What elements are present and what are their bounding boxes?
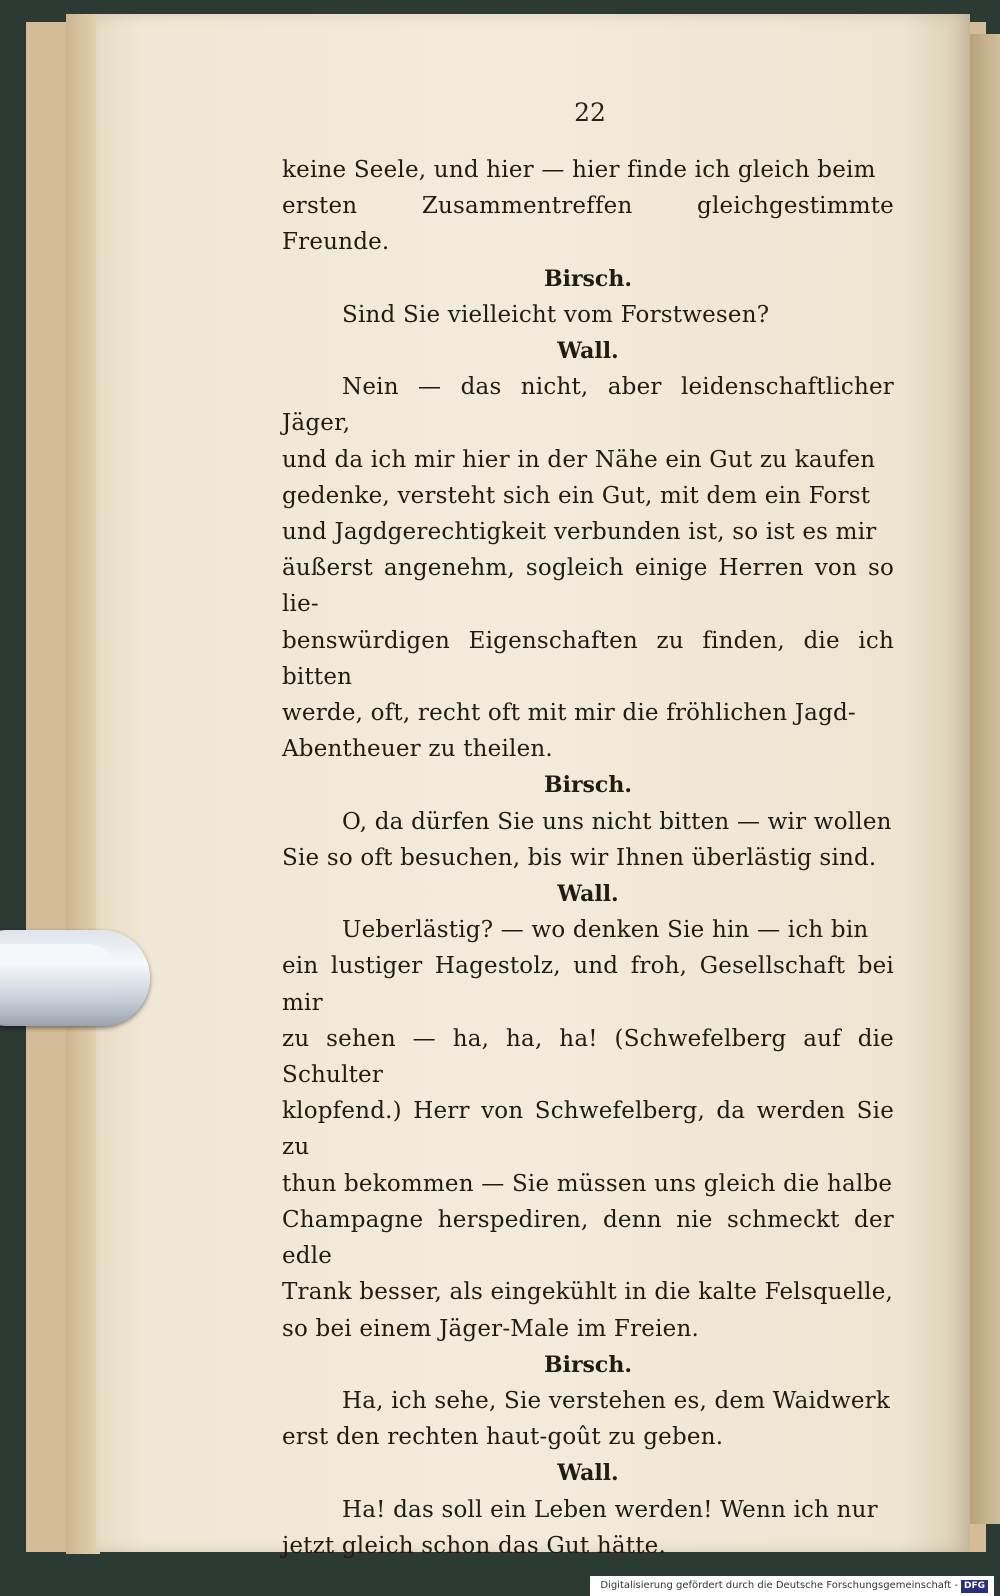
page-text xyxy=(282,152,894,1564)
page-edge xyxy=(66,14,100,1554)
dfg-logo: DFG xyxy=(961,1580,988,1593)
text-line: Champagne herspediren, denn nie schmeckt der edle xyxy=(282,1206,894,1270)
speaker-name: Wall. xyxy=(557,1460,619,1487)
text-line: Sind Sie vielleicht vom Forstwesen? xyxy=(342,301,770,328)
text-line: äußerst angenehm, sogleich einige Herren von so lie- xyxy=(282,555,894,618)
text-line: Abentheuer zu theilen. xyxy=(282,736,553,763)
text-line: und da ich mir hier in der Nähe ein Gut zu kaufen xyxy=(282,446,876,473)
footer-text: Digitalisierung gefördert durch die Deutsche Forschungsgemeinschaft - xyxy=(600,1580,958,1591)
speaker-name: Birsch. xyxy=(544,1351,632,1378)
text-line: jetzt gleich schon das Gut hätte. xyxy=(282,1532,666,1559)
text-line: Ha, ich sehe, Sie verstehen es, dem Waidwerk xyxy=(342,1387,891,1414)
page-clip xyxy=(0,930,150,1026)
speaker-name: Birsch. xyxy=(544,265,632,292)
text-line: ein lustiger Hagestolz, und froh, Gesellschaft bei mir xyxy=(282,953,894,1016)
text-line: thun bekommen — Sie müssen uns gleich die halbe xyxy=(282,1170,893,1197)
text-line: keine Seele, und hier — hier finde ich gleich beim xyxy=(282,157,876,183)
text-line: Nein — das nicht, aber leidenschaftlicher Jäger, xyxy=(282,374,894,437)
text-line: und Jagdgerechtigkeit verbunden ist, so ist es mir xyxy=(282,519,877,546)
speaker-name: Birsch. xyxy=(544,772,632,799)
speaker-name: Wall. xyxy=(557,881,619,908)
footer-credit xyxy=(590,1576,994,1596)
text-line: Ha! das soll ein Leben werden! Wenn ich nur xyxy=(342,1496,878,1523)
text-line: zu sehen — ha, ha, ha! (Schwefelberg auf die Schulter xyxy=(282,1025,894,1089)
page-clip-highlight xyxy=(0,944,120,1010)
text-line: Ueberlästig? — wo denken Sie hin — ich bin xyxy=(342,917,869,944)
speaker-name: Wall. xyxy=(557,338,619,365)
text-line: O, da dürfen Sie uns nicht bitten — wir wollen xyxy=(342,808,892,835)
text-line: so bei einem Jäger-Male im Freien. xyxy=(282,1315,699,1342)
text-line: Sie so oft besuchen, bis wir Ihnen überlästig sind. xyxy=(282,844,877,871)
text-line: benswürdigen Eigenschaften zu finden, die ich bitten xyxy=(282,627,894,690)
text-line: erst den rechten haut-goût zu geben. xyxy=(282,1424,724,1451)
page-number: 22 xyxy=(574,98,606,127)
text-line: werde, oft, recht oft mit mir die fröhlichen Jagd- xyxy=(282,700,856,727)
adjacent-page-edge xyxy=(970,34,1000,1524)
text-line: ersten Zusammentreffen gleichgestimmte Freunde. xyxy=(282,193,894,256)
text-line: Trank besser, als eingekühlt in die kalte Felsquelle, xyxy=(282,1279,894,1306)
text-line: klopfend.) Herr von Schwefelberg, da werden Sie zu xyxy=(282,1098,894,1161)
text-line: gedenke, versteht sich ein Gut, mit dem ein Forst xyxy=(282,482,871,509)
